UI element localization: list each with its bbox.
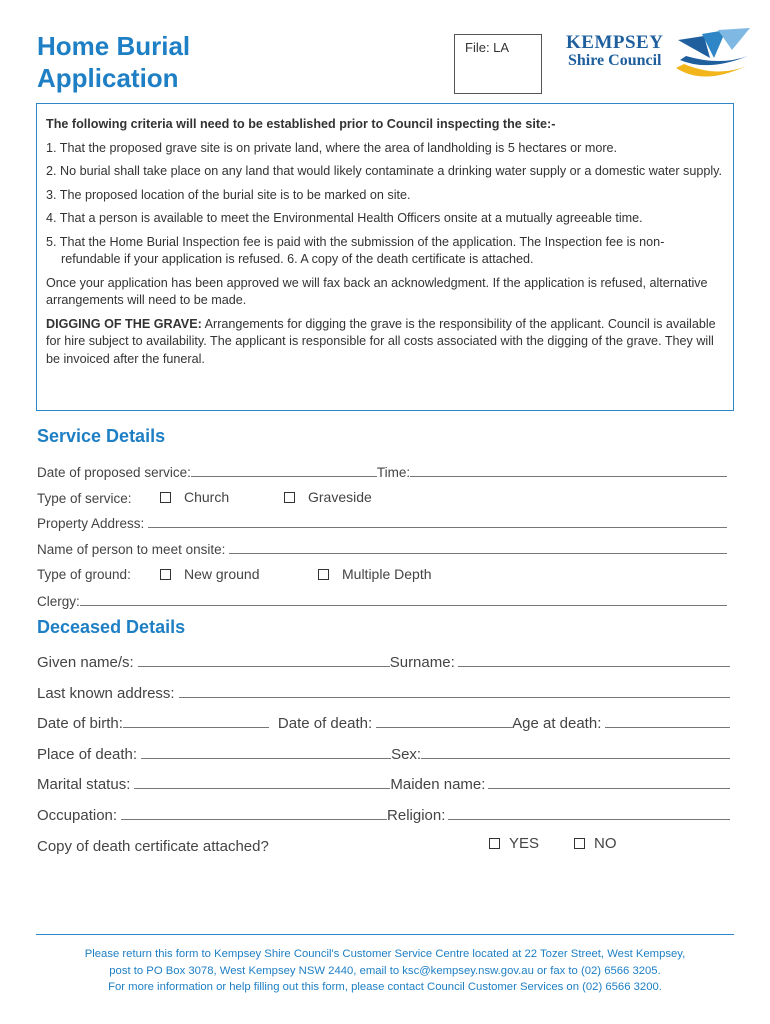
footer-line-3: For more information or help filling out this form, please contact Council Customer Services on (02) 6566 3200. bbox=[108, 981, 662, 993]
place-of-death-label: Place of death: bbox=[37, 746, 138, 763]
new-ground-option[interactable] bbox=[160, 566, 260, 582]
footer-line-1: Please return this form to Kempsey Shire Council's Customer Service Centre located at 22 Tozer Street, West Kempsey, bbox=[84, 948, 686, 960]
criteria-item-5: 5. That the Home Burial Inspection fee is paid with the submission of the application. The Inspection fee is non-refundable if your application is refused. 6. A copy of the death certificate is attached. bbox=[46, 234, 665, 266]
date-of-death-field[interactable] bbox=[376, 714, 512, 728]
church-checkbox[interactable] bbox=[160, 492, 171, 503]
criteria-heading: The following criteria will need to be established prior to Council inspecting the site:- bbox=[46, 117, 556, 131]
logo-word-shire-council: Shire Council bbox=[568, 52, 662, 69]
graveside-checkbox[interactable] bbox=[284, 492, 295, 503]
maiden-name-label: Maiden name: bbox=[390, 776, 486, 793]
religion-label: Religion: bbox=[387, 807, 446, 824]
last-known-address-field[interactable] bbox=[179, 684, 730, 698]
place-sex-row bbox=[37, 741, 730, 763]
file-reference-box[interactable] bbox=[454, 34, 542, 94]
kempsey-logo bbox=[562, 28, 752, 88]
file-label: File: LA bbox=[465, 40, 510, 55]
church-label: Church bbox=[184, 489, 230, 505]
digging-heading: DIGGING OF THE GRAVE: bbox=[46, 316, 202, 331]
multiple-depth-checkbox[interactable] bbox=[318, 569, 329, 580]
graveside-option[interactable] bbox=[284, 489, 372, 505]
certificate-no-label: NO bbox=[594, 835, 617, 852]
logo-word-kempsey: KEMPSEY bbox=[566, 32, 664, 53]
type-of-service-row bbox=[37, 486, 727, 506]
certificate-yes-option[interactable] bbox=[489, 835, 539, 852]
occupation-label: Occupation: bbox=[37, 807, 118, 824]
type-of-ground-label: Type of ground: bbox=[37, 567, 131, 582]
criteria-item-3: 3. The proposed location of the burial site is to be marked on site. bbox=[46, 187, 411, 202]
marital-status-field[interactable] bbox=[134, 775, 390, 789]
occupation-religion-row bbox=[37, 802, 730, 824]
date-of-service-label: Date of proposed service: bbox=[37, 465, 191, 480]
multiple-depth-option[interactable] bbox=[318, 566, 432, 582]
type-of-service-label: Type of service: bbox=[37, 491, 132, 506]
certificate-no-option[interactable] bbox=[574, 835, 617, 852]
name-row bbox=[37, 649, 730, 671]
meet-onsite-label: Name of person to meet onsite: bbox=[37, 542, 226, 557]
criteria-item-4: 4. That a person is available to meet the Environmental Health Officers onsite at a mutually agreeable time. bbox=[46, 211, 643, 225]
new-ground-checkbox[interactable] bbox=[160, 569, 171, 580]
clergy-row bbox=[37, 589, 727, 609]
certificate-label: Copy of death certificate attached? bbox=[37, 838, 269, 855]
marital-status-label: Marital status: bbox=[37, 776, 131, 793]
date-of-death-label: Date of death: bbox=[277, 715, 373, 732]
time-field[interactable] bbox=[410, 463, 727, 477]
surname-label: Surname: bbox=[389, 654, 455, 671]
religion-field[interactable] bbox=[448, 806, 730, 820]
graveside-label: Graveside bbox=[308, 489, 372, 505]
clergy-label: Clergy: bbox=[37, 594, 80, 609]
page-title bbox=[37, 30, 190, 94]
dates-row bbox=[37, 710, 730, 732]
property-address-field[interactable] bbox=[148, 514, 727, 528]
title-line-2: Application bbox=[37, 63, 179, 93]
certificate-row bbox=[37, 833, 727, 855]
given-name-field[interactable] bbox=[138, 653, 390, 667]
logo-emblem-icon bbox=[674, 28, 754, 86]
age-at-death-label: Age at death: bbox=[512, 715, 602, 732]
date-of-service-field[interactable] bbox=[191, 463, 377, 477]
property-address-label: Property Address: bbox=[37, 516, 145, 531]
meet-onsite-row bbox=[37, 537, 727, 557]
age-at-death-field[interactable] bbox=[605, 714, 730, 728]
sex-field[interactable] bbox=[421, 745, 730, 759]
last-known-address-label: Last known address: bbox=[37, 685, 175, 702]
date-of-birth-label: Date of birth: bbox=[37, 715, 123, 732]
church-option[interactable] bbox=[160, 489, 229, 505]
certificate-yes-label: YES bbox=[509, 835, 540, 852]
criteria-item-1: 1. That the proposed grave site is on private land, where the area of landholding is 5 hectares or more. bbox=[46, 140, 618, 155]
certificate-yes-checkbox[interactable] bbox=[489, 838, 500, 849]
title-line-1: Home Burial bbox=[37, 31, 191, 61]
criteria-box bbox=[36, 103, 734, 411]
property-address-row bbox=[37, 511, 727, 531]
meet-onsite-field[interactable] bbox=[229, 540, 727, 554]
certificate-no-checkbox[interactable] bbox=[574, 838, 585, 849]
service-date-time-row bbox=[37, 460, 727, 480]
new-ground-label: New ground bbox=[184, 566, 260, 582]
place-of-death-field[interactable] bbox=[141, 745, 391, 759]
maiden-name-field[interactable] bbox=[488, 775, 730, 789]
clergy-field[interactable] bbox=[80, 592, 727, 606]
deceased-details-heading: Deceased Details bbox=[37, 617, 186, 637]
sex-label: Sex: bbox=[391, 746, 422, 763]
digging-text: Arrangements for digging the grave is the responsibility of the applicant. Council is available for hire subject to availability. The applicant is responsible for all costs associated with the digging of the grave. They will be invoiced after the funeral. bbox=[46, 316, 716, 366]
marital-maiden-row bbox=[37, 771, 730, 793]
surname-field[interactable] bbox=[458, 653, 730, 667]
given-name-label: Given name/s: bbox=[37, 654, 134, 671]
address-row bbox=[37, 680, 730, 702]
digging-note bbox=[46, 316, 723, 369]
occupation-field[interactable] bbox=[121, 806, 387, 820]
date-of-birth-field[interactable] bbox=[123, 714, 269, 728]
fax-note: Once your application has been approved we will fax back an acknowledgment. If the application is refused, alternative arrangements will need to be made. bbox=[46, 275, 708, 307]
footer-divider bbox=[36, 934, 734, 935]
footer-contact-info bbox=[36, 946, 734, 996]
footer-line-2: post to PO Box 3078, West Kempsey NSW 2440, email to ksc@kempsey.nsw.gov.au or fax to (02) 6566 3205. bbox=[109, 964, 661, 977]
criteria-item-2: 2. No burial shall take place on any land that would likely contaminate a drinking water supply or a domestic water supply. bbox=[46, 164, 722, 178]
multiple-depth-label: Multiple Depth bbox=[342, 566, 432, 582]
service-details-heading: Service Details bbox=[37, 426, 166, 446]
time-label: Time: bbox=[376, 465, 411, 480]
